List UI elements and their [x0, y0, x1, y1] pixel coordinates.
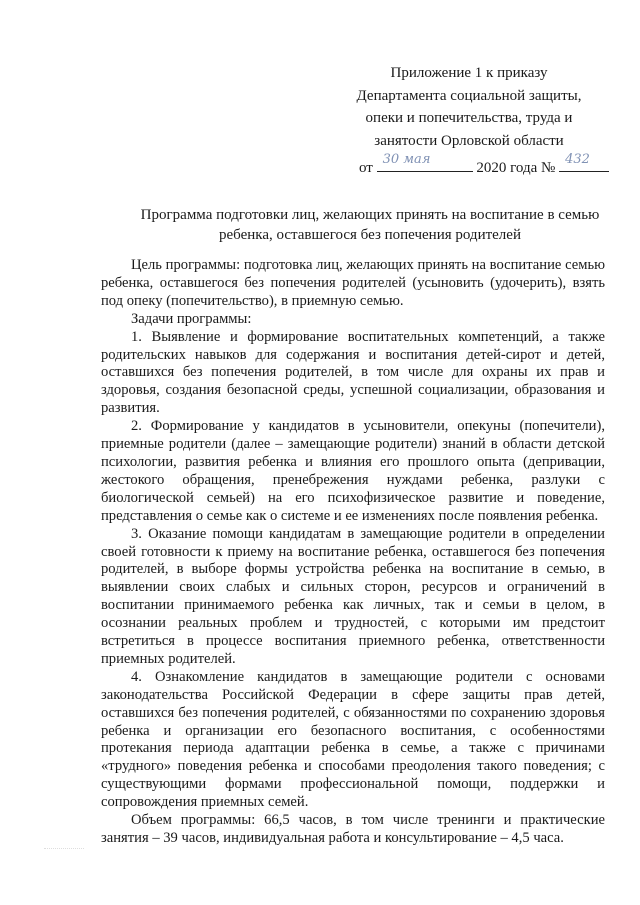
order-number-field: [559, 152, 609, 172]
appendix-line-3: опеки и попечительства, труда и: [365, 110, 573, 126]
program-title: [100, 205, 640, 245]
scan-artifact: [44, 848, 84, 857]
paragraph-task-1: 1. Выявление и формирование воспитательных компетенций, а также родительских навыков для содержания и воспитания детей-сирот и детей, оставшихся без попечения родителей, в том числе для охраны их прав и здоровья, создания безопасной среды, успешной социализации, образования и развития.: [101, 328, 605, 417]
appendix-line-4: занятости Орловской области: [374, 132, 564, 149]
paragraph-task-4: 4. Ознакомление кандидатов в замещающие родители с основами законодательства Российской Федерации в сфере защиты прав детей, оставшихся без попечения родителей, с обязанностями по сохранению здоровья ребенка и организации его безопасного воспитания, с особенностями протекания периода адаптации ребенка в семье, а также с причинами «трудного» поведения ребенка и способами преодоления такого поведения; с существующими формами профессиональной помощи, поддержки и сопровождения приемных семей.: [101, 668, 605, 811]
title-line-1: Программа подготовки лиц, желающих принять на воспитание в семью: [140, 207, 600, 223]
paragraph-goal: Цель программы: подготовка лиц, желающих принять на воспитание семью ребенка, оставшегося без попечения родителей (усыновить (удочерить), взять под опеку (попечительство), в приемную семью.: [101, 257, 605, 309]
appendix-header: [340, 62, 598, 152]
order-prefix: от: [359, 160, 373, 176]
paragraph-task-3: 3. Оказание помощи кандидатам в замещающие родители в определении своей готовности к приему на воспитание ребенка, оставшегося без попечения родителей, в выборе формы устройства ребенка на воспитание в семью, в выявлении своих слабых и сильных сторон, ресурсов и ограничений в воспитании принимаемого ребенка как личных, так и семьи в целом, в осознании реальных проблем и трудностей, с которыми им предстоит встретиться в процессе воспитания приемного ребенка, ответственности приемных родителей.: [101, 525, 605, 667]
paragraph-task-2: 2. Формирование у кандидатов в усыновители, опекуны (попечители), приемные родители (далее – замещающие родители) знаний в области детской психологии, развития ребенка и влияния его прошлого опыта (депривации, жестокого обращения, пренебрежения нуждами ребенка, разлуки с биологической семьей) на его психофизическое развитие и поведение, представления о семье как о системе и ее изменениях после появления ребенка.: [101, 418, 605, 524]
title-line-2: ребенка, оставшегося без попечения родителей: [219, 227, 521, 243]
order-number-handwritten: 432: [565, 152, 590, 167]
appendix-line-2: Департамента социальной защиты,: [356, 87, 582, 104]
order-reference: [359, 152, 609, 178]
order-date-field: [377, 152, 473, 172]
order-year-text: 2020 года №: [476, 160, 556, 176]
order-date-handwritten: 30 мая: [382, 152, 431, 167]
program-body: [101, 257, 605, 848]
paragraph-volume: Объем программы: 66,5 часов, в том числе тренинги и практические занятия – 39 часов, индивидуальная работа и консультирование – 4,5 часа.: [101, 812, 605, 846]
appendix-line-1: Приложение 1 к приказу: [390, 65, 548, 81]
paragraph-tasks-heading: Задачи программы:: [131, 310, 252, 327]
